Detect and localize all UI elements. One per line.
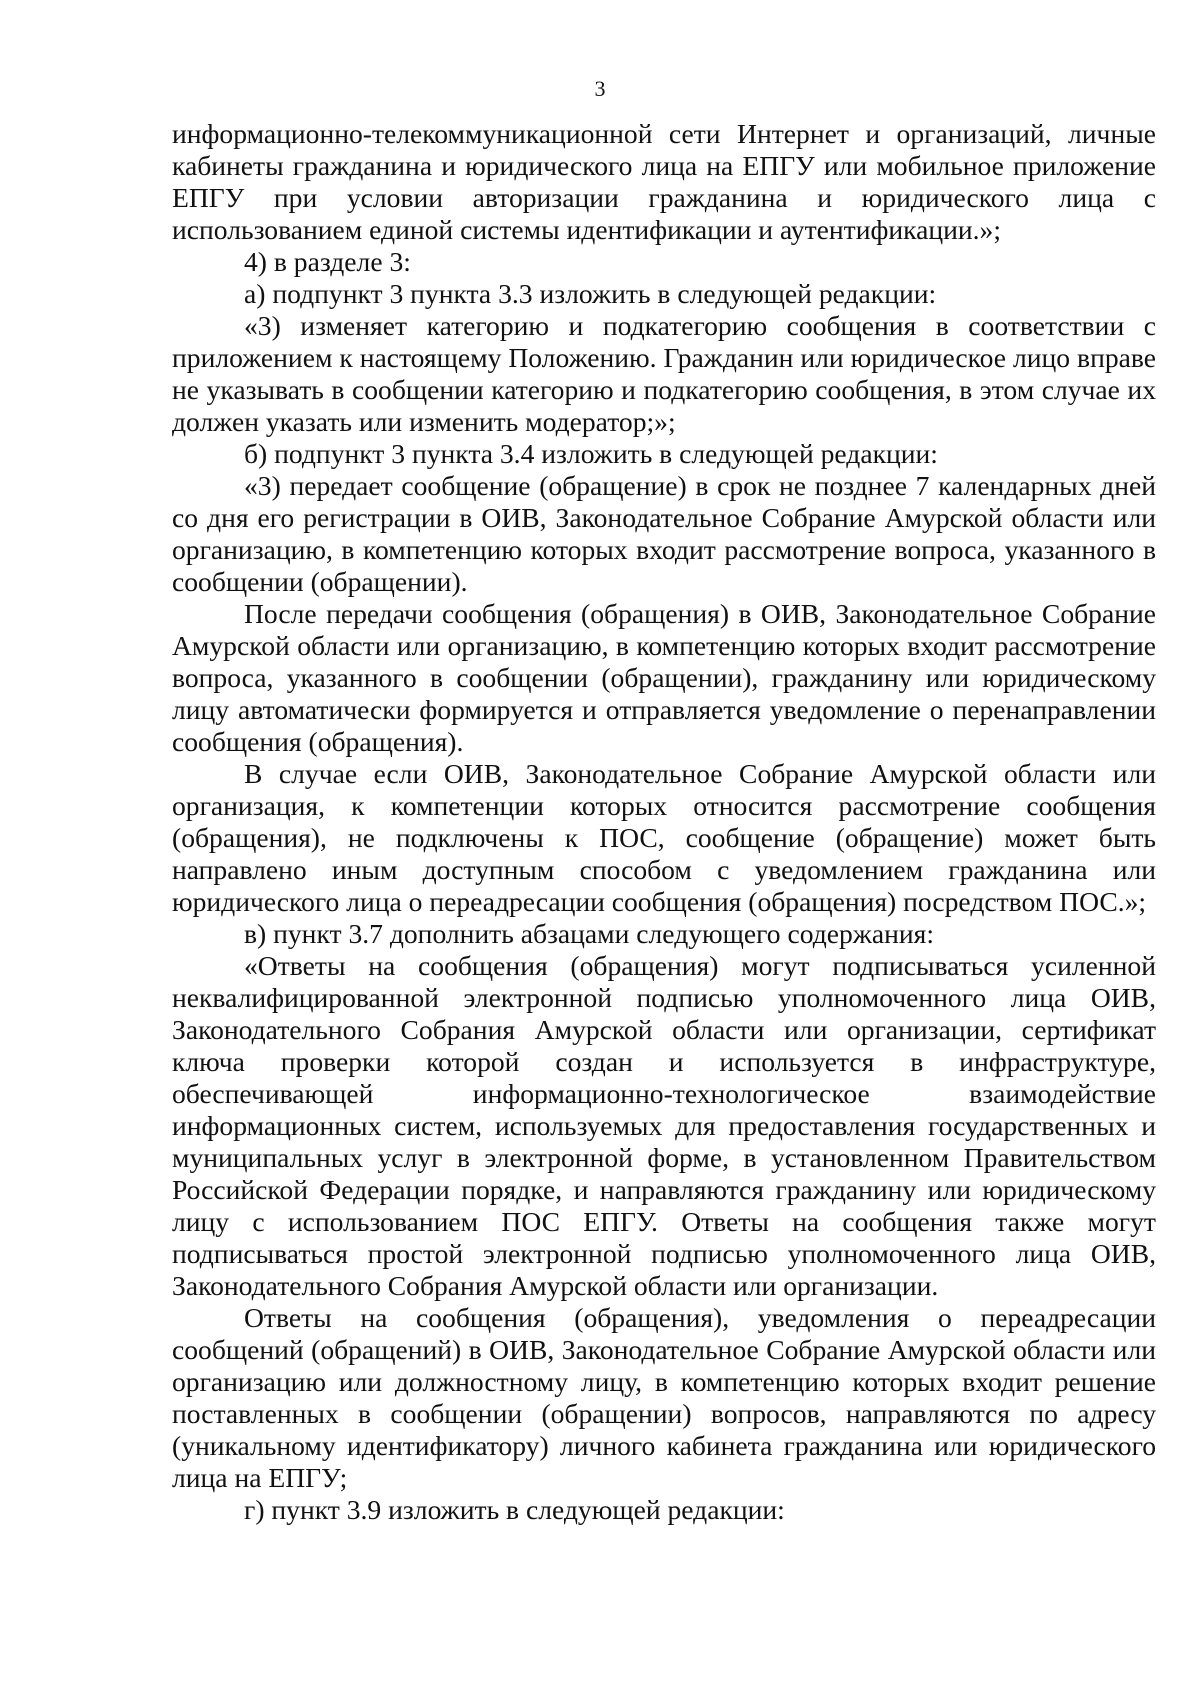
paragraph: «3) изменяет категорию и подкатегорию сообщения в соответствии с приложением к настоящему Положению. Гражданин или юридическое лицо вправе не указывать в сообщении категорию и подкатегорию сообщения, в этом случае их должен указать или изменить модератор;»; xyxy=(172,310,1156,437)
page-number: 3 xyxy=(594,76,606,101)
paragraph: После передачи сообщения (обращения) в ОИВ, Законодательное Собрание Амурской области или организацию, в компетенцию которых входит рассмотрение вопроса, указанного в сообщении (обращении), гражданину или юридическому лицу автоматически формируется и отправляется уведомление о перенаправлении сообщения (обращения). xyxy=(172,598,1156,757)
document-body xyxy=(172,118,1156,1526)
paragraph: б) подпункт 3 пункта 3.4 изложить в следующей редакции: xyxy=(244,438,938,469)
paragraph: в) пункт 3.7 дополнить абзацами следующего содержания: xyxy=(244,918,935,949)
paragraph: Ответы на сообщения (обращения), уведомления о переадресации сообщений (обращений) в ОИВ, Законодательное Собрание Амурской области или организацию или должностному лицу, в компетенцию которых входит решение поставленных в сообщении (обращении) вопросов, направляются по адресу (уникальному идентификатору) личного кабинета гражданина или юридического лица на ЕПГУ; xyxy=(172,1302,1156,1493)
paragraph: информационно-телекоммуникационной сети Интернет и организаций, личные кабинеты гражданина и юридического лица на ЕПГУ или мобильное приложение ЕПГУ при условии авторизации гражданина и юридического лица с использованием единой системы идентификации и аутентификации.»; xyxy=(172,118,1156,245)
paragraph: г) пункт 3.9 изложить в следующей редакции: xyxy=(244,1494,785,1525)
paragraph: 4) в разделе 3: xyxy=(244,246,411,277)
paragraph: «3) передает сообщение (обращение) в срок не позднее 7 календарных дней со дня его регистрации в ОИВ, Законодательное Собрание Амурской области или организацию, в компетенцию которых входит рассмотрение вопроса, указанного в сообщении (обращении). xyxy=(172,470,1156,597)
paragraph: В случае если ОИВ, Законодательное Собрание Амурской области или организация, к компетенции которых относится рассмотрение сообщения (обращения), не подключены к ПОС, сообщение (обращение) может быть направлено иным доступным способом с уведомлением гражданина или юридического лица о переадресации сообщения (обращения) посредством ПОС.»; xyxy=(172,758,1156,917)
paragraph: а) подпункт 3 пункта 3.3 изложить в следующей редакции: xyxy=(244,278,937,309)
paragraph: «Ответы на сообщения (обращения) могут подписываться усиленной неквалифицированной электронной подписью уполномоченного лица ОИВ, Законодательного Собрания Амурской области или организации, сертификат ключа проверки которой создан и используется в инфраструктуре, обеспечивающей информационно-технологическое взаимодействие информационных систем, используемых для предоставления государственных и муниципальных услуг в электронной форме, в установленном Правительством Российской Федерации порядке, и направляются гражданину или юридическому лицу с использованием ПОС ЕПГУ. Ответы на сообщения также могут подписываться простой электронной подписью уполномоченного лица ОИВ, Законодательного Собрания Амурской области или организации. xyxy=(172,950,1156,1301)
